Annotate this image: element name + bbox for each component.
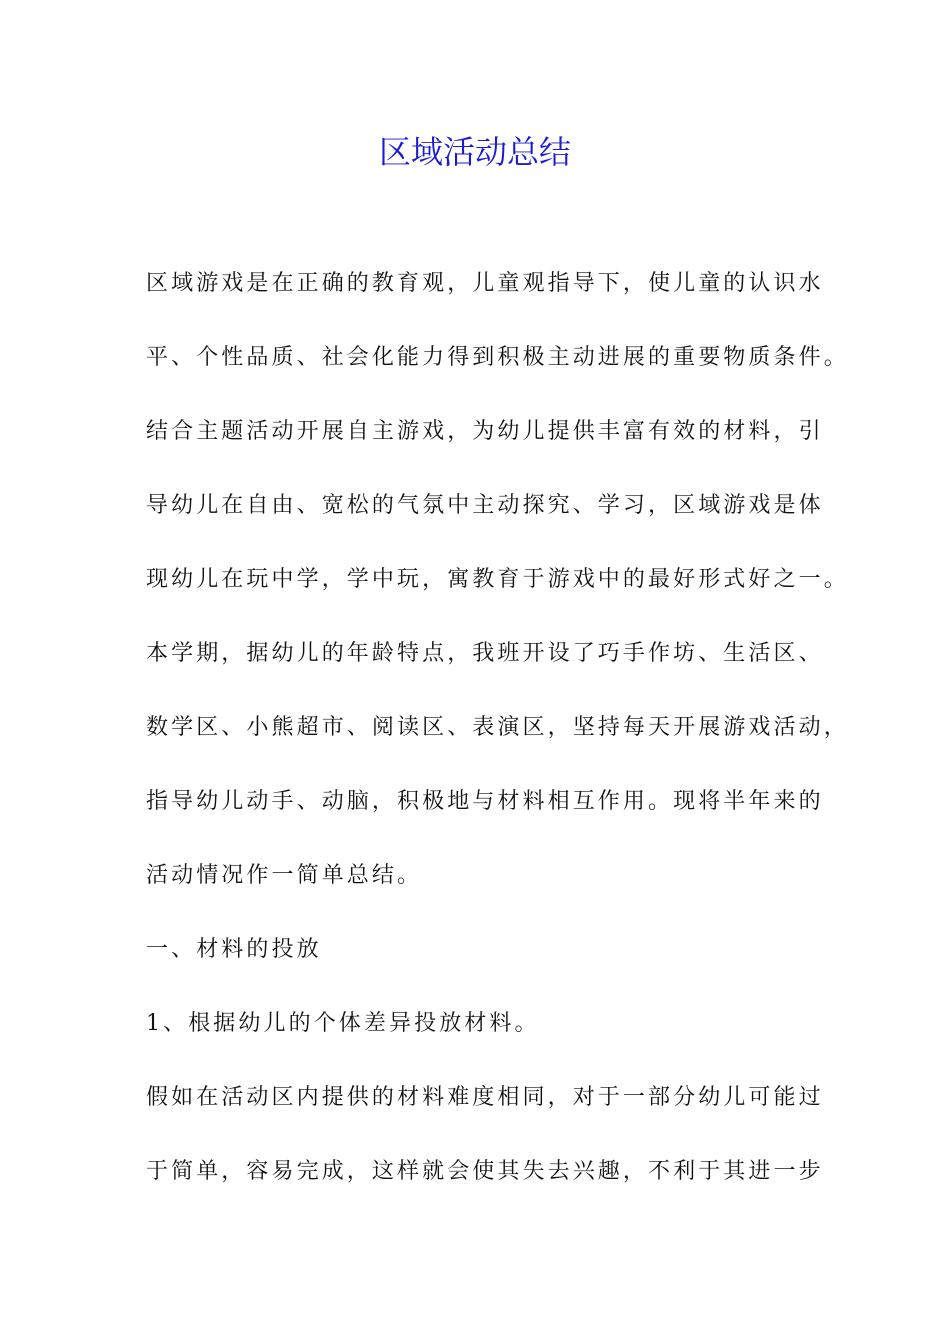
body-line-4: 导幼儿在自由、宽松的气氛中主动探究、学习，区域游戏是体 — [146, 493, 824, 518]
body-line-13: 于简单，容易完成，这样就会使其失去兴趣，不利于其进一步 — [146, 1159, 824, 1184]
body-line-1: 区域游戏是在正确的教育观，儿童观指导下，使儿童的认识水 — [146, 271, 824, 296]
body-line-8: 指导幼儿动手、动脑，积极地与材料相互作用。现将半年来的 — [146, 789, 824, 814]
subsection-heading: 1、根据幼儿的个体差异投放材料。 — [146, 1011, 540, 1036]
body-line-7: 数学区、小熊超市、阅读区、表演区，坚持每天开展游戏活动， — [146, 715, 849, 740]
body-line-12: 假如在活动区内提供的材料难度相同，对于一部分幼儿可能过 — [146, 1085, 824, 1110]
body-line-6: 本学期，据幼儿的年龄特点，我班开设了巧手作坊、生活区、 — [146, 641, 824, 666]
section-heading: 一、材料的投放 — [146, 937, 322, 962]
body-line-5: 现幼儿在玩中学，学中玩，寓教育于游戏中的最好形式好之一。 — [146, 567, 849, 592]
page-title: 区域活动总结 — [378, 133, 571, 171]
body-line-2: 平、个性品质、社会化能力得到积极主动进展的重要物质条件。 — [146, 345, 849, 370]
body-line-3: 结合主题活动开展自主游戏，为幼儿提供丰富有效的材料，引 — [146, 419, 824, 444]
body-line-9: 活动情况作一简单总结。 — [146, 863, 423, 888]
